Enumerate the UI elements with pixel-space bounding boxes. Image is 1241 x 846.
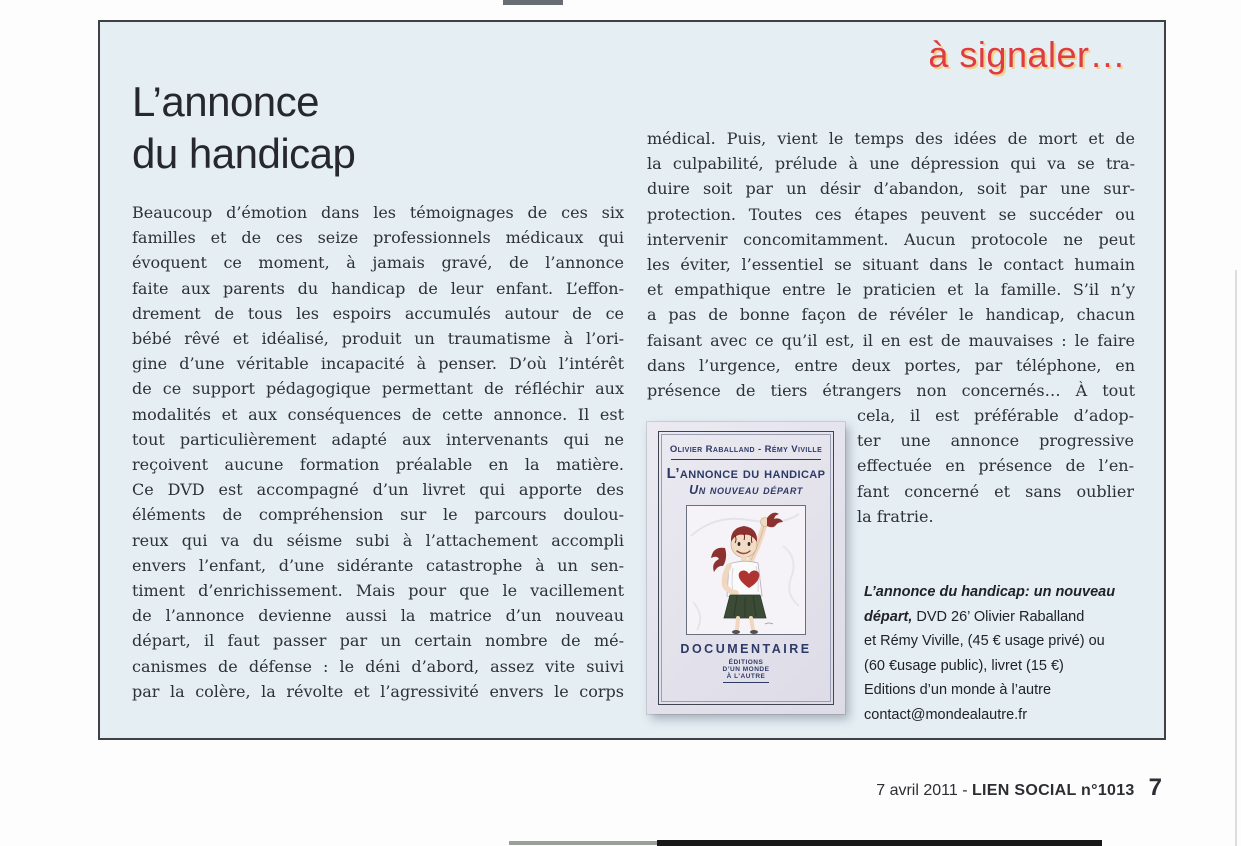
article-title-line-1: L’annonce (132, 78, 320, 125)
dvd-cover-illustration (687, 506, 805, 634)
caption-line: (60 €usage public), livret (15 €) (864, 657, 1064, 674)
text-line: gine d’une véritable incapacité à penser. D’où l’intérêt (132, 354, 624, 374)
text-line: tout particulièrement adapté aux intervenants qui ne (132, 429, 624, 449)
scan-artifact-right-edge-line (1235, 270, 1237, 846)
text-line: a pas de bonne façon de révéler le handicap, chacun (647, 305, 1135, 325)
text-line: les éviter, l’essentiel se situant dans le contact humain (647, 255, 1135, 275)
text-line: faisant avec ce qu’il est, il en est de mauvaises : le faire (647, 330, 1135, 350)
dvd-publisher-line-1: ÉDITIONS (728, 659, 764, 666)
dvd-cover-subtitle: Un nouveau départ (689, 483, 803, 497)
text-line: timent d’enrichissement. Mais pour que le vacillement (132, 581, 624, 601)
text-line: faite aux parents du handicap de leur enfant. L’effon- (132, 278, 624, 298)
scan-artifact-top-smudge (503, 0, 563, 5)
text-line: canismes de défense : le déni d’abord, assez vite suivi (132, 656, 624, 676)
dvd-publisher-line-3: À L’AUTRE (726, 673, 766, 680)
text-line: bébé rêvé et idéalisé, produit un traumatisme à l’ori- (132, 329, 624, 349)
scan-artifact-bottom-gray-strip (509, 841, 657, 845)
text-line: éléments de compréhension sur le parcours doulou- (132, 505, 624, 525)
caption-line: Editions d’un monde à l’autre (864, 682, 1052, 698)
media-caption (864, 580, 1139, 727)
text-line: de ce support pédagogique permettant de réfléchir aux (132, 379, 624, 399)
text-line: duire soit par un désir d’abandon, soit par une sur- (647, 179, 1135, 199)
dvd-cover (647, 422, 845, 714)
article-title (132, 76, 355, 180)
text-line: modalités et aux conséquences de cette annonce. Il est (132, 404, 624, 424)
text-line: Ce DVD est accompagné d’un livret qui apporte des (132, 480, 624, 500)
text-line: la fratrie. (857, 506, 934, 526)
text-line: et empathique entre le praticien et la famille. S’il n’y (647, 280, 1135, 300)
article-title-line-2: du handicap (132, 130, 356, 177)
text-line: fant concerné et sans oublier (857, 481, 1134, 501)
text-line: départ, il faut passer par un certain nombre de mé- (132, 631, 624, 651)
text-line: Beaucoup d’émotion dans les témoignages de ces six (132, 203, 624, 222)
text-line: dans l’urgence, entre deux portes, par téléphone, en (647, 355, 1135, 375)
girl-drawing (711, 513, 783, 634)
dvd-cover-authors: Olivier Raballand - Rémy Viville (669, 444, 823, 455)
caption-line: et Rémy Viville, (45 € usage privé) ou (864, 633, 1105, 649)
dvd-publisher-line-2: D’UN MONDE (722, 666, 770, 673)
text-line: médical. Puis, vient le temps des idées de mort et de (647, 129, 1135, 148)
footer-date: 7 avril 2011 - (876, 782, 972, 799)
text-line: effectuée en présence de l’en- (857, 456, 1134, 476)
text-line: la culpabilité, prélude à une dépression qui va se tra- (647, 154, 1135, 174)
dvd-publisher-logo (723, 659, 770, 683)
caption-line: contact@mondealautre.fr (864, 706, 1028, 723)
dvd-cover-illustration-box (686, 505, 806, 635)
text-line: familles et de ces seize professionnels médicaux qui (132, 228, 624, 248)
dvd-cover-divider (671, 459, 821, 460)
dvd-cover-title: L’annonce du handicap (666, 465, 826, 482)
page-footer (876, 774, 1162, 802)
section-label: à signaler… (928, 34, 1126, 75)
text-line: cela, il est préférable d’adop- (857, 406, 1134, 425)
text-line: intervenir concomitamment. Aucun protocole ne peut (647, 229, 1135, 249)
article-right-column-wrap (857, 403, 1134, 529)
text-line: protection. Toutes ces étapes peuvent se succéder ou (647, 204, 1135, 224)
text-line: présence de tiers étrangers non concernés… À tout (647, 381, 1135, 401)
text-line: de l’annonce devienne aussi la matrice d’un nouveau (132, 606, 624, 626)
article-right-column (647, 126, 1135, 403)
dvd-cover-frame-inner (661, 434, 831, 702)
text-line: par la colère, la révolte et l’agressivité envers le corps (132, 681, 624, 701)
caption-line: L’annonce du handicap: un nouveau (864, 584, 1116, 600)
article-panel (98, 20, 1166, 740)
dvd-cover-genre: DOCUMENTAIRE (680, 642, 812, 656)
text-line: ter une annonce progressive (857, 431, 1134, 451)
text-line: drement de tous les espoirs accumulés autour de ce (132, 303, 624, 323)
article-left-column (132, 200, 624, 704)
footer-page-number: 7 (1148, 774, 1162, 801)
caption-line: départ, DVD 26’ Olivier Raballand (864, 608, 1085, 625)
scan-artifact-bottom-black-strip (657, 840, 1102, 846)
footer-magazine-title: LIEN SOCIAL n°1013 (971, 782, 1135, 799)
text-line: reçoivent aucune formation préalable en la matière. (132, 455, 624, 475)
dvd-cover-frame (658, 431, 834, 705)
text-line: envers l’enfant, d’une sidérante catastrophe à un sen- (132, 555, 624, 575)
text-line: reux qui va du séisme subi à l’attachement accompli (132, 530, 624, 550)
text-line: évoquent ce moment, à jamais gravé, de l’annonce (132, 253, 624, 273)
